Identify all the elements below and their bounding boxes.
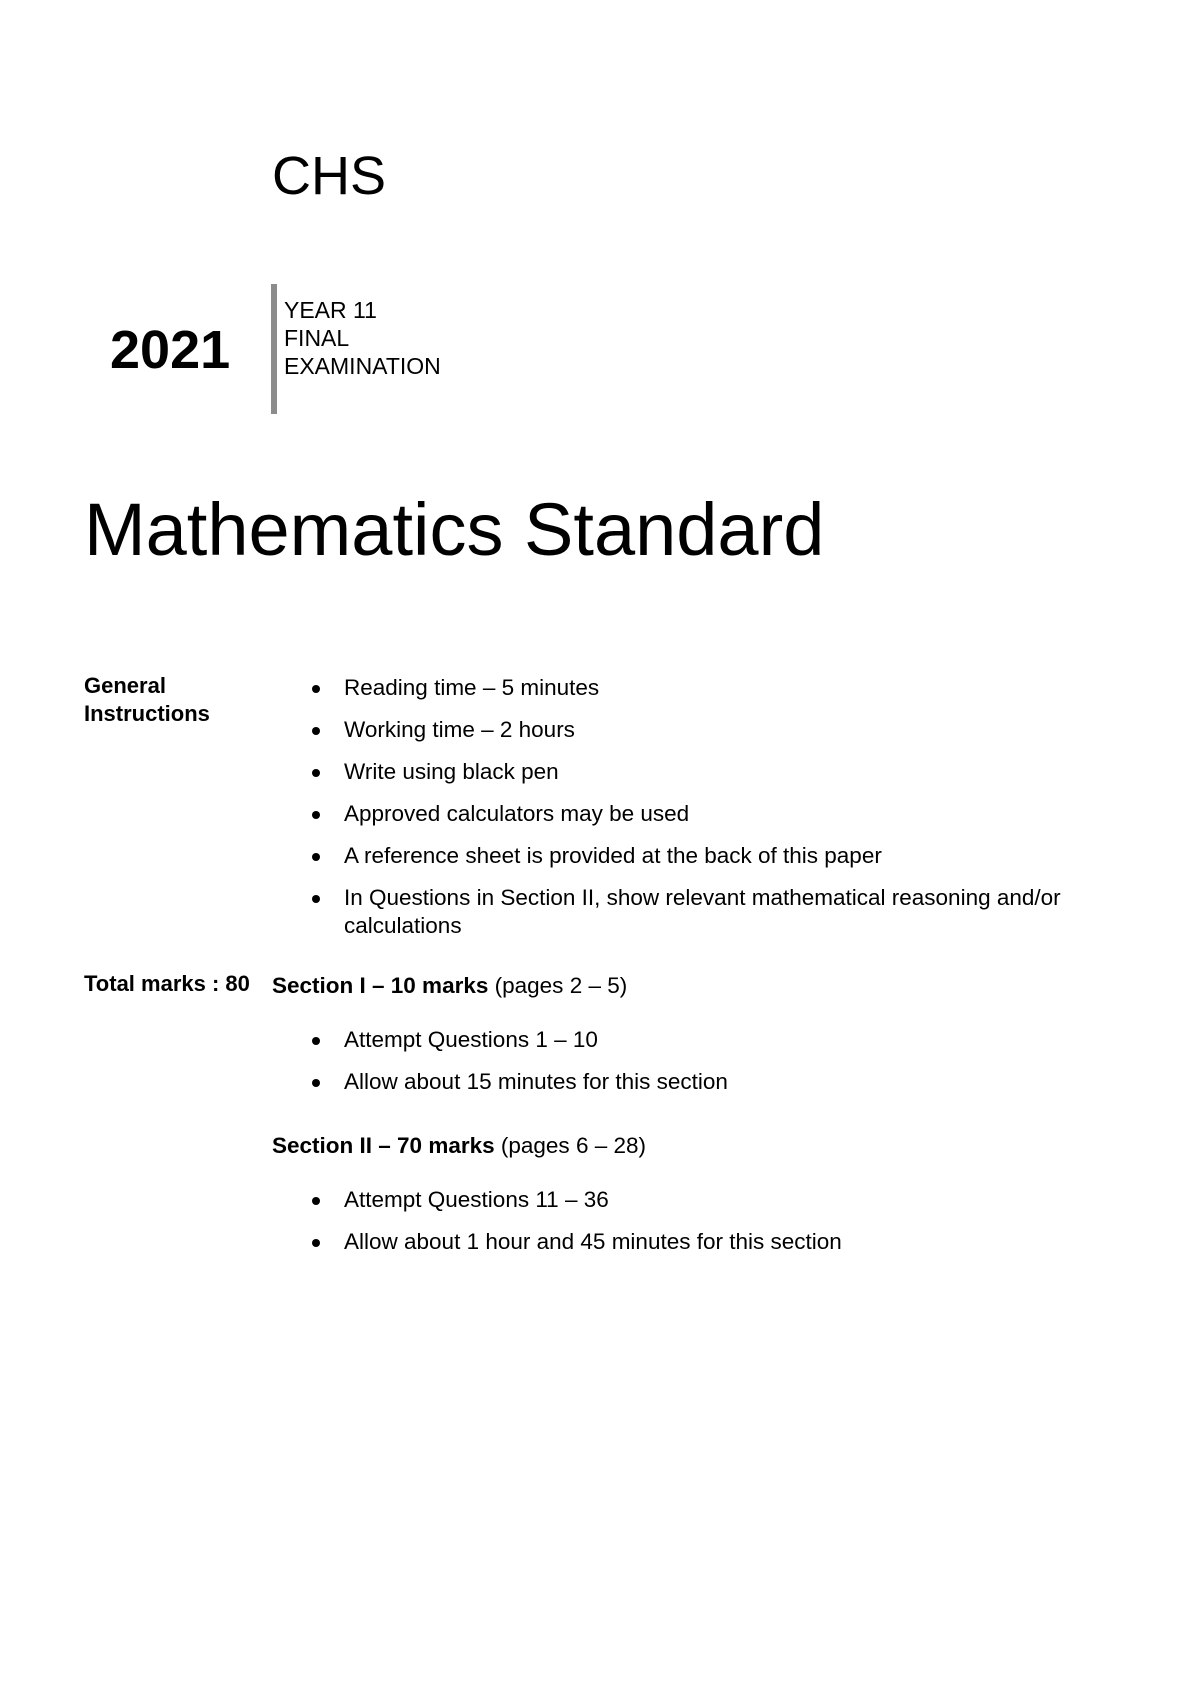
general-instructions-label: General Instructions: [84, 673, 210, 726]
list-item-text: Reading time – 5 minutes: [344, 675, 600, 700]
bullet-icon: [312, 727, 320, 735]
list-item-text: A reference sheet is provided at the back of this paper: [344, 843, 882, 868]
list-item: [312, 884, 1072, 940]
list-item-text: Working time – 2 hours: [344, 717, 575, 742]
bullet-icon: [312, 1239, 320, 1247]
list-item-text: Allow about 1 hour and 45 minutes for this section: [344, 1229, 842, 1254]
section-2-heading: [272, 1132, 646, 1160]
section-title: Section II – 70 marks: [272, 1133, 495, 1158]
list-item: [312, 716, 1072, 744]
bullet-icon: [312, 1197, 320, 1205]
exam-year: 2021: [110, 320, 231, 380]
list-item: [312, 842, 1072, 870]
list-item: [312, 758, 1072, 786]
list-item-text: Attempt Questions 11 – 36: [344, 1187, 609, 1212]
list-item: [312, 1026, 1072, 1054]
bullet-icon: [312, 895, 320, 903]
list-item: [312, 800, 1072, 828]
bullet-icon: [312, 853, 320, 861]
total-marks-label: Total marks : 80: [84, 971, 250, 996]
bullet-icon: [312, 811, 320, 819]
list-item: [312, 1068, 1072, 1096]
section-pages: (pages 2 – 5): [494, 973, 628, 998]
list-item-text: Attempt Questions 1 – 10: [344, 1027, 598, 1052]
general-instructions-list: [312, 674, 1072, 954]
exam-type-line: YEAR 11: [284, 297, 377, 323]
bullet-icon: [312, 1037, 320, 1045]
list-item: [312, 674, 1072, 702]
bullet-icon: [312, 769, 320, 777]
bullet-icon: [312, 1079, 320, 1087]
school-name: CHS: [272, 146, 387, 206]
list-item-text: Write using black pen: [344, 759, 559, 784]
exam-type-line: EXAMINATION: [284, 353, 441, 379]
vertical-divider: [271, 284, 277, 414]
section-1-heading: [272, 972, 627, 1000]
section-title: Section I – 10 marks: [272, 973, 489, 998]
list-item: [312, 1186, 1072, 1214]
list-item: [312, 1228, 1072, 1256]
section-pages: (pages 6 – 28): [500, 1133, 646, 1158]
exam-type: [284, 296, 441, 380]
section-2-list: [312, 1186, 1072, 1270]
bullet-icon: [312, 685, 320, 693]
list-item-text: In Questions in Section II, show relevant mathematical reasoning and/or calculations: [344, 885, 1061, 938]
list-item-text: Approved calculators may be used: [344, 801, 690, 826]
exam-type-line: FINAL: [284, 325, 350, 351]
subject-title: Mathematics Standard: [84, 488, 825, 571]
list-item-text: Allow about 15 minutes for this section: [344, 1069, 728, 1094]
section-1-list: [312, 1026, 1072, 1110]
